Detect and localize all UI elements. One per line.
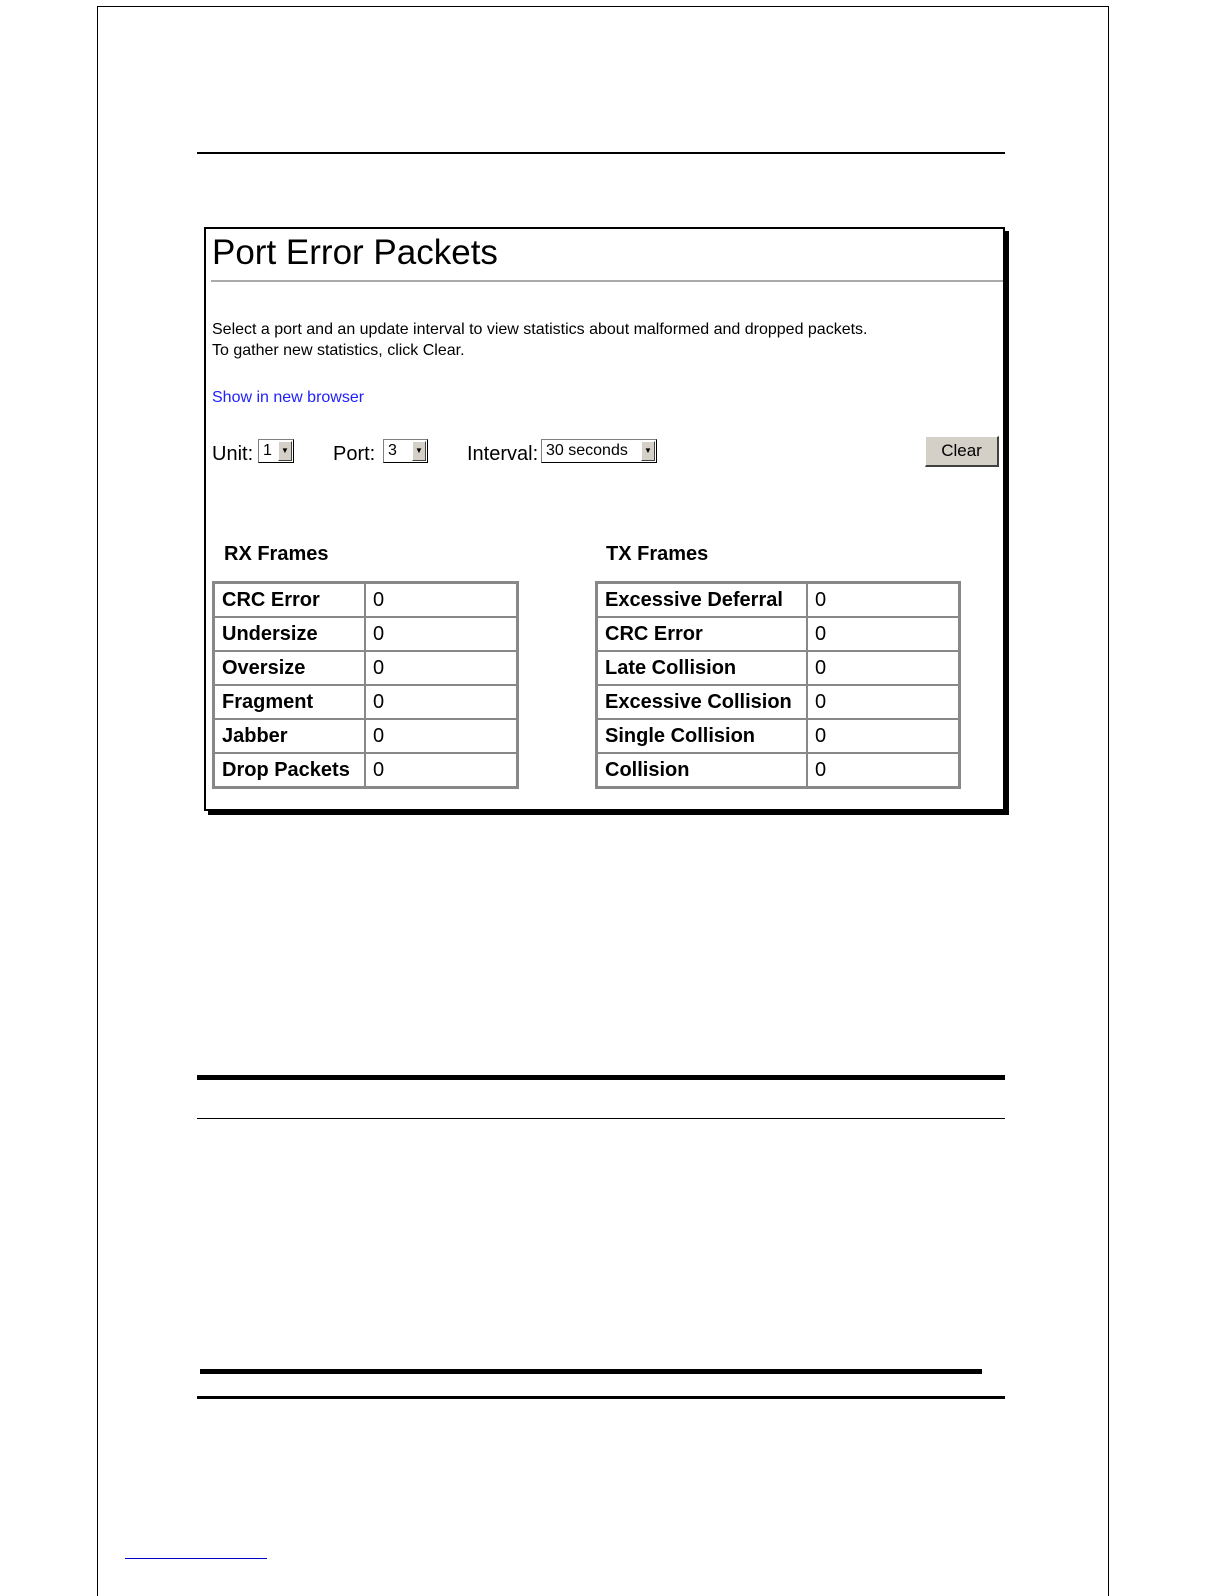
stat-value: 0 — [365, 685, 517, 719]
description — [212, 319, 868, 361]
chevron-down-icon[interactable]: ▼ — [278, 441, 292, 461]
table-row — [214, 685, 517, 719]
table-row — [214, 651, 517, 685]
rx-frames-title: RX Frames — [224, 543, 329, 565]
interval-select[interactable] — [541, 439, 657, 463]
stat-label: Single Collision — [597, 719, 807, 753]
title-divider — [211, 280, 1003, 282]
interval-label: Interval: — [467, 443, 539, 465]
unit-select[interactable] — [258, 439, 294, 463]
stat-value: 0 — [807, 753, 959, 787]
chevron-down-icon[interactable]: ▼ — [641, 441, 655, 461]
table-header-rule — [197, 1118, 1005, 1119]
stat-label: Fragment — [214, 685, 365, 719]
interval-select-value: 30 seconds — [546, 442, 628, 459]
port-select[interactable] — [383, 439, 428, 463]
stat-label: Jabber — [214, 719, 365, 753]
table-row — [214, 753, 517, 787]
table-mid-rule — [200, 1369, 982, 1374]
stat-label: Late Collision — [597, 651, 807, 685]
unit-select-value: 1 — [263, 442, 272, 459]
stat-label: Oversize — [214, 651, 365, 685]
table-row — [597, 685, 959, 719]
stat-label: Excessive Collision — [597, 685, 807, 719]
rx-frames-table — [212, 581, 519, 789]
stat-value: 0 — [365, 753, 517, 787]
description-line-2: To gather new statistics, click Clear. — [212, 342, 465, 359]
description-line-1: Select a port and an update interval to view statistics about malformed and dropped packets. — [212, 321, 868, 338]
stat-label: Undersize — [214, 617, 365, 651]
stat-value: 0 — [365, 719, 517, 753]
show-in-new-browser-link[interactable]: Show in new browser — [212, 389, 365, 406]
table-row — [214, 583, 517, 617]
table-row — [214, 719, 517, 753]
table-row — [214, 617, 517, 651]
stat-value: 0 — [365, 651, 517, 685]
stat-value: 0 — [365, 617, 517, 651]
stat-value: 0 — [807, 719, 959, 753]
footnote-rule — [125, 1558, 267, 1559]
chevron-down-icon[interactable]: ▼ — [412, 441, 426, 461]
tx-frames-table — [595, 581, 961, 789]
stat-value: 0 — [807, 651, 959, 685]
table-bottom-rule — [197, 1396, 1005, 1399]
table-top-rule — [197, 1075, 1005, 1080]
stat-value: 0 — [807, 685, 959, 719]
table-row — [597, 583, 959, 617]
port-select-value: 3 — [388, 442, 397, 459]
header-rule — [197, 152, 1005, 154]
stat-label: Collision — [597, 753, 807, 787]
stat-label: CRC Error — [214, 583, 365, 617]
tx-frames-title: TX Frames — [606, 543, 709, 565]
table-row — [597, 617, 959, 651]
stat-value: 0 — [365, 583, 517, 617]
table-row — [597, 719, 959, 753]
stat-value: 0 — [807, 583, 959, 617]
stat-label: Excessive Deferral — [597, 583, 807, 617]
port-error-packets-window — [204, 227, 1005, 811]
table-row — [597, 753, 959, 787]
port-label: Port: — [333, 443, 376, 465]
page-title: Port Error Packets — [212, 233, 498, 272]
stat-value: 0 — [807, 617, 959, 651]
unit-label: Unit: — [212, 443, 254, 465]
table-row — [597, 651, 959, 685]
clear-button[interactable]: Clear — [925, 436, 999, 467]
stat-label: Drop Packets — [214, 753, 365, 787]
stat-label: CRC Error — [597, 617, 807, 651]
